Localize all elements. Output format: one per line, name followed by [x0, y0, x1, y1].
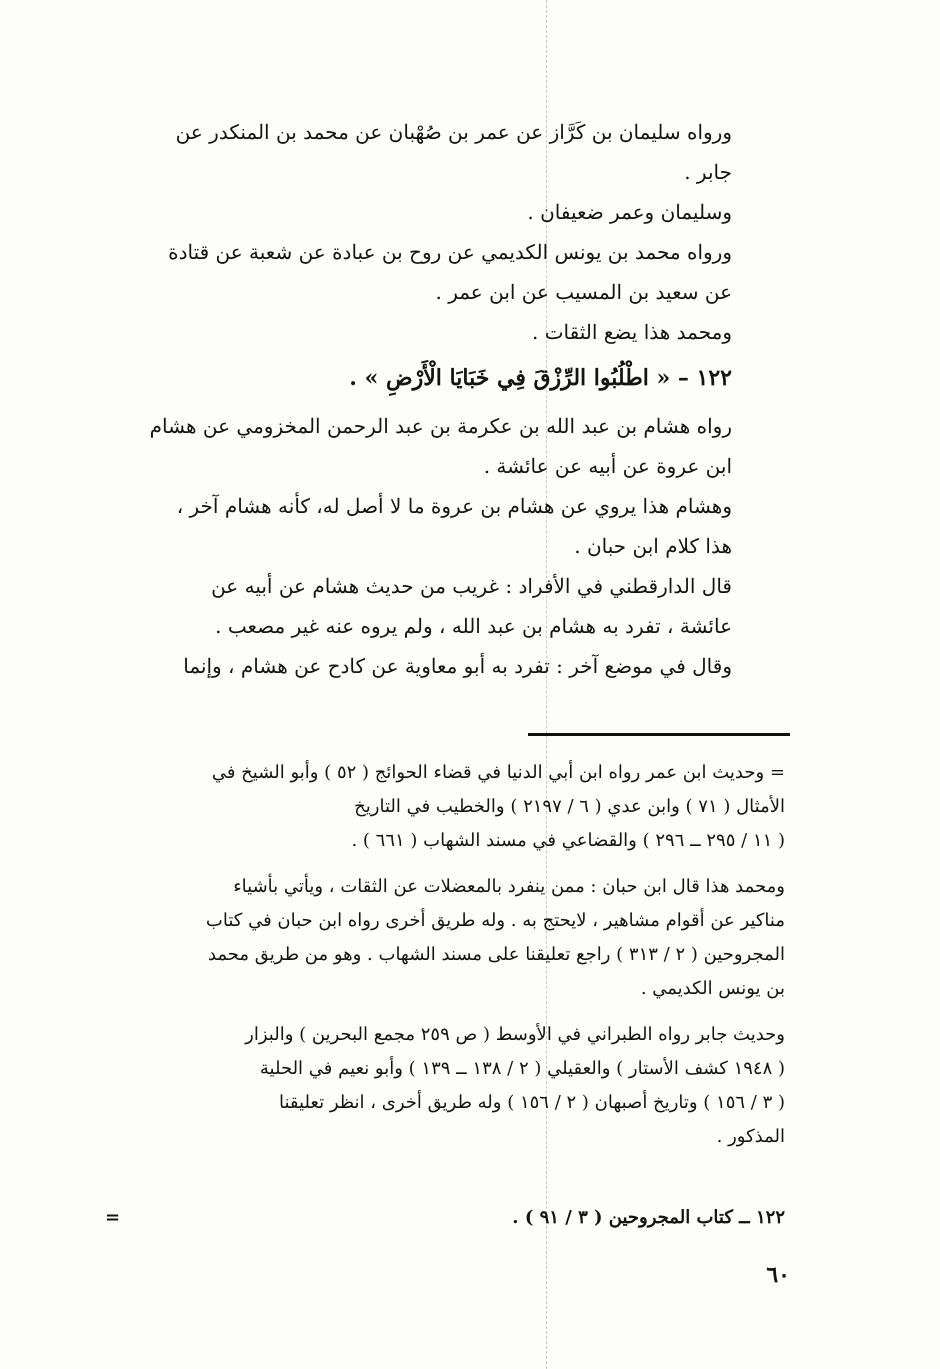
main-line: عن سعيد بن المسيب عن ابن عمر . [435, 280, 732, 304]
footnote-line: المجروحين ( ٢ / ٣١٣ ) راجع تعليقنا على مسند الشهاب . وهو من طريق محمد [207, 944, 785, 965]
main-line: وسليمان وعمر ضعيفان . [527, 200, 732, 224]
footnote-line: = وحديث ابن عمر رواه ابن أبي الدنيا في قضاء الحوائج ( ٥٢ ) وأبو الشيخ في [211, 762, 785, 783]
main-line: قال الدارقطني في الأفراد : غريب من حديث هشام عن أبيه عن [211, 574, 732, 598]
footnote-line: ( ٣ / ١٥٦ ) وتاريخ أصبهان ( ٢ / ١٥٦ ) وله طريق أخرى ، انظر تعليقنا [279, 1092, 785, 1113]
main-line: وقال في موضع آخر : تفرد به أبو معاوية عن كادح عن هشام ، وإنما [183, 654, 732, 678]
footnote-line: ومحمد هذا قال ابن حبان : ممن ينفرد بالمعضلات عن الثقات ، ويأتي بأشياء [233, 876, 785, 897]
paragraph-gap [105, 858, 785, 870]
footnote-reference: ١٢٢ ــ كتاب المجروحين ( ٣ / ٩١ ) . [512, 1207, 785, 1228]
main-text [110, 112, 732, 686]
hadith-heading: ١٢٢ – « اطْلُبُوا الرِّزْقَ فِي خَبَايَا الْأَرْضِ » . [349, 365, 732, 391]
page-number: ٦٠ [766, 1262, 790, 1288]
main-line: ورواه محمد بن يونس الكديمي عن روح بن عبادة عن شعبة عن قتادة [168, 240, 732, 264]
main-line: ابن عروة عن أبيه عن عائشة . [483, 454, 732, 478]
footnote-reference-row [105, 1200, 785, 1236]
main-line: هذا كلام ابن حبان . [574, 534, 732, 558]
footnote-line: المذكور . [716, 1126, 785, 1147]
main-line: ومحمد هذا يضع الثقات . [531, 320, 732, 344]
footnote-line: ( ١٩٤٨ كشف الأستار ) والعقيلي ( ٢ / ١٣٨ ــ ١٣٩ ) وأبو نعيم في الحلية [259, 1058, 785, 1079]
continuation-mark: = [105, 1207, 121, 1228]
main-line: ورواه سليمان بن كَرَّاز عن عمر بن صُهْبان عن محمد بن المنكدر عن [175, 120, 732, 144]
main-line: وهشام هذا يروي عن هشام بن عروة ما لا أصل له، كأنه هشام آخر ، [176, 494, 732, 518]
paragraph-gap [105, 1006, 785, 1018]
footnotes [105, 756, 785, 1154]
footnote-line: وحديث جابر رواه الطبراني في الأوسط ( ص ٢٥٩ مجمع البحرين ) والبزار [245, 1024, 785, 1045]
main-line: عائشة ، تفرد به هشام بن عبد الله ، ولم يروه عنه غير مصعب . [215, 614, 732, 638]
footnote-line: ( ١١ / ٢٩٥ ــ ٢٩٦ ) والقضاعي في مسند الشهاب ( ٦٦١ ) . [351, 830, 785, 851]
footnote-line: بن يونس الكديمي . [640, 978, 785, 999]
footnote-line: الأمثال ( ٧١ ) وابن عدي ( ٦ / ٢١٩٧ ) والخطيب في التاريخ [354, 796, 785, 817]
footnote-separator [528, 733, 790, 736]
main-line: رواه هشام بن عبد الله بن عكرمة بن عبد الرحمن المخزومي عن هشام [149, 414, 732, 438]
main-line: جابر . [684, 160, 732, 184]
footnote-line: مناكير عن أقوام مشاهير ، لايحتج به . وله طريق أخرى رواه ابن حبان في كتاب [205, 910, 785, 931]
